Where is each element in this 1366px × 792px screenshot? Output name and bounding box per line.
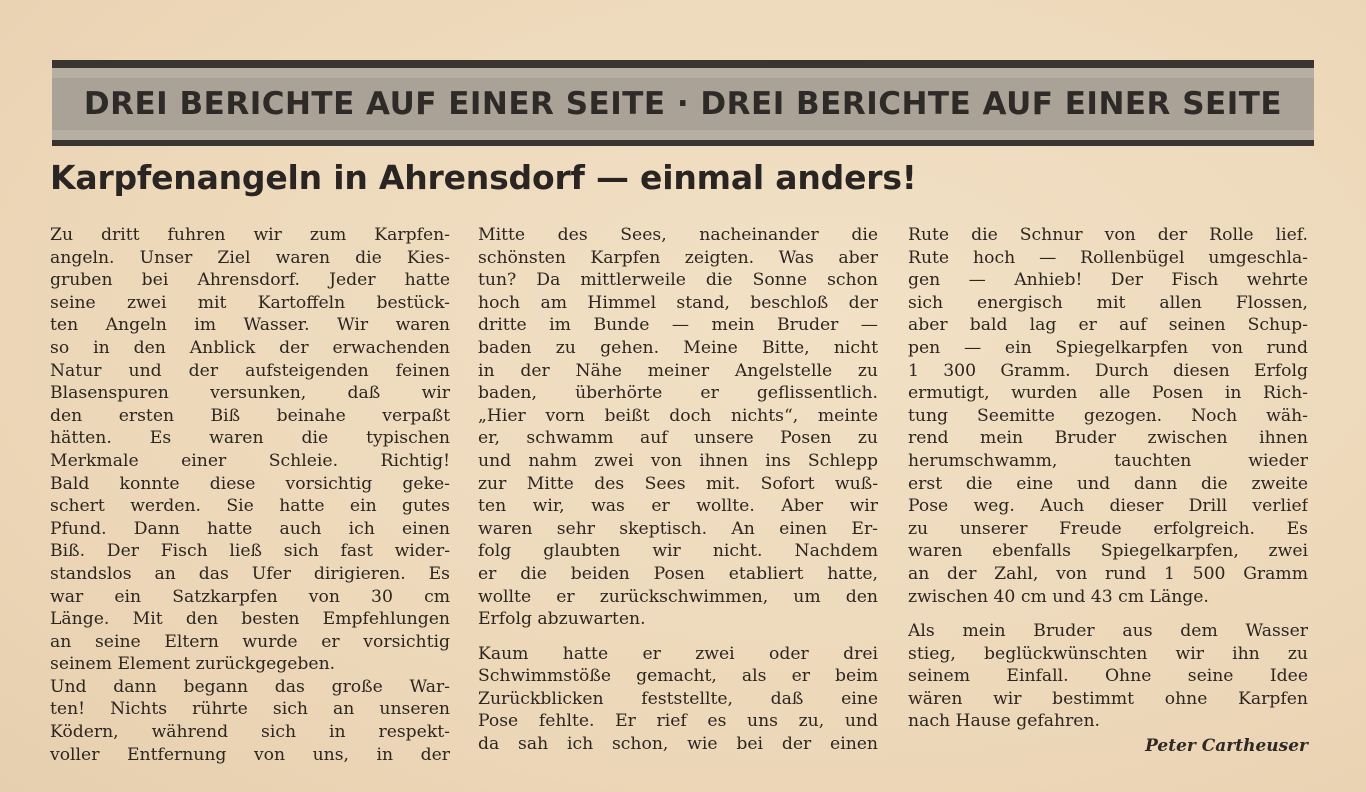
text-line: waren ebenfalls Spiegelkarpfen, zwei (908, 541, 1308, 562)
text-line: Natur und der aufsteigenden feinen (50, 360, 450, 381)
text-line: Ködern, während sich in respekt- (50, 722, 450, 743)
text-line: Erfolg abzuwarten. (478, 609, 646, 630)
text-line: 1 300 Gramm. Durch diesen Erfolg (908, 360, 1308, 381)
text-line: hoch am Himmel stand, beschloß der (478, 292, 878, 313)
text-line: aber bald lag er auf seinen Schup- (908, 315, 1308, 336)
text-line: Zurückblicken feststellte, daß eine (478, 688, 878, 709)
text-line: „Hier vorn beißt doch nichts“, meinte (478, 405, 878, 426)
text-line: und nahm zwei von ihnen ins Schlepp (478, 450, 878, 471)
text-line: hätten. Es waren die typischen (50, 428, 450, 449)
text-line: ermutigt, wurden alle Posen in Rich- (908, 383, 1308, 404)
text-line: Als mein Bruder aus dem Wasser (908, 621, 1308, 642)
text-line: an der Zahl, von rund 1 500 Gramm (908, 563, 1308, 584)
text-line: herumschwamm, tauchten wieder (908, 450, 1308, 471)
text-line: war ein Satzkarpfen von 30 cm (50, 586, 450, 607)
text-line: so in den Anblick der erwachenden (50, 337, 450, 358)
text-line: Mitte des Sees, nacheinander die (478, 225, 878, 245)
text-line: gruben bei Ahrensdorf. Jeder hatte (50, 270, 450, 291)
text-line: ten wir, was er wollte. Aber wir (478, 496, 878, 517)
text-line: dritte im Bunde — mein Bruder — (478, 315, 878, 336)
text-line: Pose fehlte. Er rief es uns zu, und (478, 711, 878, 732)
text-line: erst die eine und dann die zweite (908, 473, 1308, 494)
text-line: Blasenspuren versunken, daß wir (50, 383, 450, 404)
text-line: ten! Nichts rührte sich an unseren (50, 699, 450, 720)
text-line: seinem Einfall. Ohne seine Idee (908, 666, 1308, 687)
text-line: sich energisch mit allen Flossen, (908, 292, 1308, 313)
article-column-1 (50, 224, 450, 766)
text-line: Kaum hatte er zwei oder drei (478, 643, 878, 664)
paragraph-gap (908, 608, 1308, 620)
text-line: gen — Anhieb! Der Fisch wehrte (908, 270, 1308, 291)
text-line: stieg, beglückwünschten wir ihn zu (908, 643, 1308, 664)
text-line: seinem Element zurückgegeben. (50, 654, 336, 675)
text-line: wollte er zurückschwimmen, um den (478, 586, 878, 607)
text-line: wären wir bestimmt ohne Karpfen (908, 688, 1308, 709)
text-line: da sah ich schon, wie bei der einen (478, 734, 878, 755)
text-line: nach Hause gefahren. (908, 711, 1101, 732)
text-line: Rute die Schnur von der Rolle lief. (908, 225, 1308, 245)
section-banner-text: DREI BERICHTE AUF EINER SEITE · DREI BERICHTE AUF EINER SEITE (83, 86, 1283, 122)
article-column-3-paragraph-2 (908, 620, 1308, 733)
text-line: Biß. Der Fisch ließ sich fast wider- (50, 541, 450, 562)
text-line: angeln. Unser Ziel waren die Kies- (50, 247, 450, 268)
text-line: baden zu gehen. Meine Bitte, nicht (478, 337, 878, 358)
text-line: er die beiden Posen etabliert hatte, (478, 563, 878, 584)
text-line: schönsten Karpfen zeigten. Was aber (478, 247, 878, 268)
text-line: ten Angeln im Wasser. Wir waren (50, 315, 450, 336)
paragraph-gap (478, 631, 878, 643)
text-line: tung Seemitte gezogen. Noch wäh- (908, 405, 1308, 426)
article-headline: Karpfenangeln in Ahrensdorf — einmal anders! (50, 158, 917, 197)
text-line: Zu dritt fuhren wir zum Karpfen- (50, 225, 450, 245)
text-line: Pose weg. Auch dieser Drill verlief (908, 496, 1308, 517)
text-line: zur Mitte des Sees mit. Sofort wuß- (478, 473, 878, 494)
article-column-2 (478, 224, 878, 756)
text-line: Und dann begann das große War- (50, 676, 450, 697)
text-line: waren sehr skeptisch. An einen Er- (478, 518, 878, 539)
text-line: zu unserer Freude erfolgreich. Es (908, 518, 1308, 539)
text-line: Rute hoch — Rollenbügel umgeschla- (908, 247, 1308, 268)
text-line: seine zwei mit Kartoffeln bestück- (50, 292, 450, 313)
article-column-3 (908, 224, 1308, 733)
text-line: Pfund. Dann hatte auch ich einen (50, 518, 450, 539)
text-line: schert werden. Sie hatte ein gutes (50, 496, 450, 517)
article-column-3-paragraph-1 (908, 224, 1308, 608)
author-signature: Peter Cartheuser (1145, 736, 1308, 756)
text-line: den ersten Biß beinahe verpaßt (50, 405, 450, 426)
text-line: Bald konnte diese vorsichtig geke- (50, 473, 450, 494)
text-line: in der Nähe meiner Angelstelle zu (478, 360, 878, 381)
text-line: zwischen 40 cm und 43 cm Länge. (908, 586, 1209, 607)
text-line: folg glaubten wir nicht. Nachdem (478, 541, 878, 562)
text-line: tun? Da mittlerweile die Sonne schon (478, 270, 878, 291)
text-line: Merkmale einer Schleie. Richtig! (50, 450, 450, 471)
text-line: voller Entfernung von uns, in der (50, 744, 450, 765)
text-line: standslos an das Ufer dirigieren. Es (50, 563, 450, 584)
article-column-2-paragraph-2 (478, 643, 878, 756)
text-line: pen — ein Spiegelkarpfen von rund (908, 337, 1308, 358)
text-line: Schwimmstöße gemacht, als er beim (478, 666, 878, 687)
section-banner-band (52, 78, 1314, 130)
article-column-2-paragraph-1 (478, 224, 878, 631)
text-line: rend mein Bruder zwischen ihnen (908, 428, 1308, 449)
text-line: an seine Eltern wurde er vorsichtig (50, 631, 450, 652)
text-line: er, schwamm auf unsere Posen zu (478, 428, 878, 449)
section-banner (52, 60, 1314, 146)
text-line: baden, überhörte er geflissentlich. (478, 383, 878, 404)
text-line: Länge. Mit den besten Empfehlungen (50, 609, 450, 630)
